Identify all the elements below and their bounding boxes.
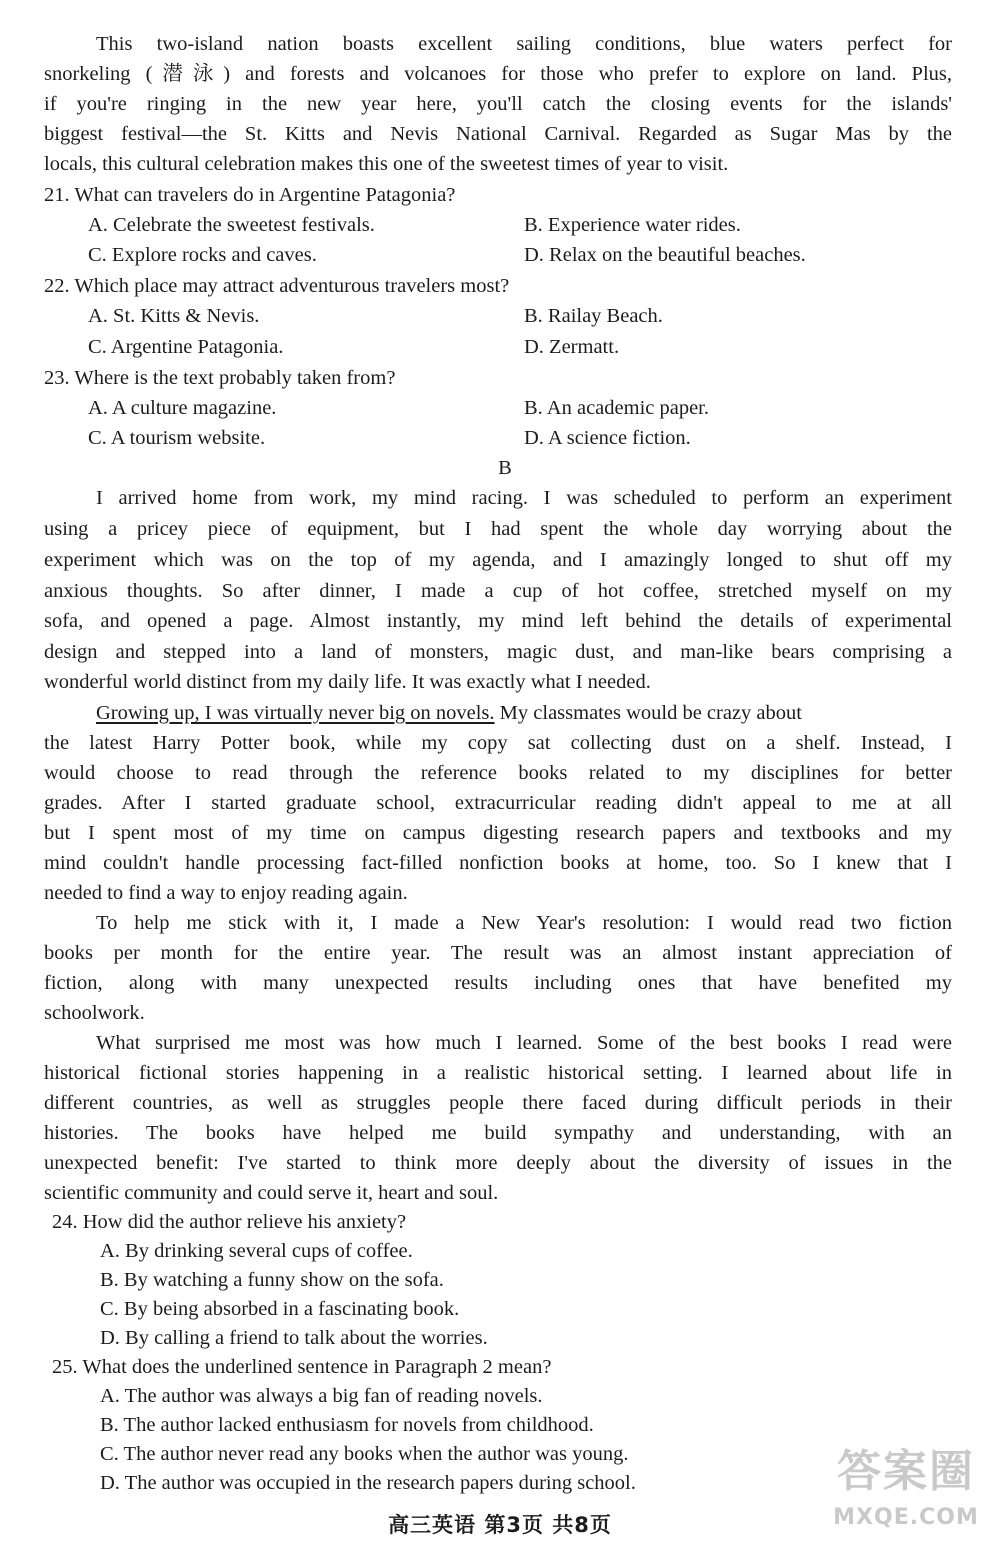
passage-b-p4-line: What surprised me most was how much I learned. Some of the best books I read were [96,1032,952,1054]
q22-option-b: B. Railay Beach. [524,305,663,327]
watermark-logo-text: 答案圈 [837,1446,975,1497]
passage-a-line: This two-island nation boasts excellent sailing conditions, blue waters perfect for [96,33,952,55]
q21-option-b: B. Experience water rides. [524,214,741,236]
q23-option-d: D. A science fiction. [524,427,691,449]
q21-option-c: C. Explore rocks and caves. [88,244,317,266]
section-b-heading: B [498,457,512,479]
passage-a-line: locals, this cultural celebration makes this one of the sweetest times of year to visit. [44,153,729,175]
passage-b-p2-line: grades. After I started graduate school, extracurricular reading didn't appeal to me at all [44,792,952,814]
passage-b-p2-line: the latest Harry Potter book, while my copy sat collecting dust on a shelf. Instead, I [44,732,952,754]
question-23: 23. Where is the text probably taken from? [44,367,396,389]
passage-b-p2-line: would choose to read through the reference books related to my disciplines for better [44,762,952,784]
q21-option-a: A. Celebrate the sweetest festivals. [88,214,375,236]
q21-option-d: D. Relax on the beautiful beaches. [524,244,806,266]
passage-b-p4-line: scientific community and could serve it, heart and soul. [44,1182,499,1204]
passage-b-p1-line: design and stepped into a land of monsters, magic dust, and man-like bears comprising a [44,641,952,663]
q25-option-d: D. The author was occupied in the research papers during school. [100,1472,636,1494]
passage-b-p2-first-line [96,698,952,728]
passage-a-line: biggest festival—the St. Kitts and Nevis National Carnival. Regarded as Sugar Mas by the [44,123,952,145]
question-22: 22. Which place may attract adventurous travelers most? [44,275,510,297]
passage-b-p3-line: schoolwork. [44,1002,145,1024]
question-24: 24. How did the author relieve his anxiety? [52,1211,407,1233]
passage-b-p1-line: sofa, and opened a page. Almost instantly, my mind left behind the details of experimental [44,610,952,632]
q25-option-b: B. The author lacked enthusiasm for novels from childhood. [100,1414,594,1436]
question-21: 21. What can travelers do in Argentine Patagonia? [44,184,456,206]
question-25: 25. What does the underlined sentence in Paragraph 2 mean? [52,1356,552,1378]
page-footer: 高三英语 第3页 共8页 [388,1513,612,1537]
q25-option-c: C. The author never read any books when the author was young. [100,1443,629,1465]
p2-first-line-rest: My classmates would be crazy about [494,702,802,724]
q22-option-d: D. Zermatt. [524,336,620,358]
q23-option-b: B. An academic paper. [524,397,710,419]
passage-b-p3-line: To help me stick with it, I made a New Year's resolution: I would read two fiction [96,912,952,934]
q25-option-a: A. The author was always a big fan of reading novels. [100,1385,543,1407]
passage-b-p4-line: different countries, as well as struggles people there faced during difficult periods in their [44,1092,952,1114]
passage-a-line: snorkeling (潜泳) and forests and volcanoes for those who prefer to explore on land. Plus, [44,63,952,85]
passage-b-p1-line: anxious thoughts. So after dinner, I made a cup of hot coffee, stretched myself on my [44,580,952,602]
passage-a-line: if you're ringing in the new year here, you'll catch the closing events for the islands' [44,93,952,115]
passage-b-p1-line: wonderful world distinct from my daily life. It was exactly what I needed. [44,671,651,693]
passage-b-p3-line: fiction, along with many unexpected results including ones that have benefited my [44,972,952,994]
passage-b-p2-line: mind couldn't handle processing fact-filled nonfiction books at home, too. So I knew that I [44,852,952,874]
passage-b-p1-line: using a pricey piece of equipment, but I had spent the whole day worrying about the [44,518,952,540]
underlined-sentence: Growing up, I was virtually never big on novels. [96,702,495,724]
q23-option-c: C. A tourism website. [88,427,266,449]
q24-option-d: D. By calling a friend to talk about the worries. [100,1327,488,1349]
passage-b-p3-line: books per month for the entire year. The result was an almost instant appreciation of [44,942,952,964]
q23-option-a: A. A culture magazine. [88,397,277,419]
q22-option-a: A. St. Kitts & Nevis. [88,305,260,327]
passage-b-p2-line: but I spent most of my time on campus digesting research papers and textbooks and my [44,822,952,844]
q22-option-c: C. Argentine Patagonia. [88,336,284,358]
passage-b-p1-line: I arrived home from work, my mind racing. I was scheduled to perform an experiment [96,487,952,509]
q24-option-b: B. By watching a funny show on the sofa. [100,1269,444,1291]
passage-b-p4-line: historical fictional stories happening in a realistic historical setting. I learned about life in [44,1062,952,1084]
watermark-site-text: MXQE.COM [833,1505,979,1530]
passage-b-p4-line: unexpected benefit: I've started to think more deeply about the diversity of issues in the [44,1152,952,1174]
q24-option-a: A. By drinking several cups of coffee. [100,1240,413,1262]
q24-option-c: C. By being absorbed in a fascinating book. [100,1298,460,1320]
passage-b-p2-line: needed to find a way to enjoy reading again. [44,882,408,904]
passage-b-p4-line: histories. The books have helped me build sympathy and understanding, with an [44,1122,952,1144]
passage-b-p1-line: experiment which was on the top of my agenda, and I amazingly longed to shut off my [44,549,952,571]
